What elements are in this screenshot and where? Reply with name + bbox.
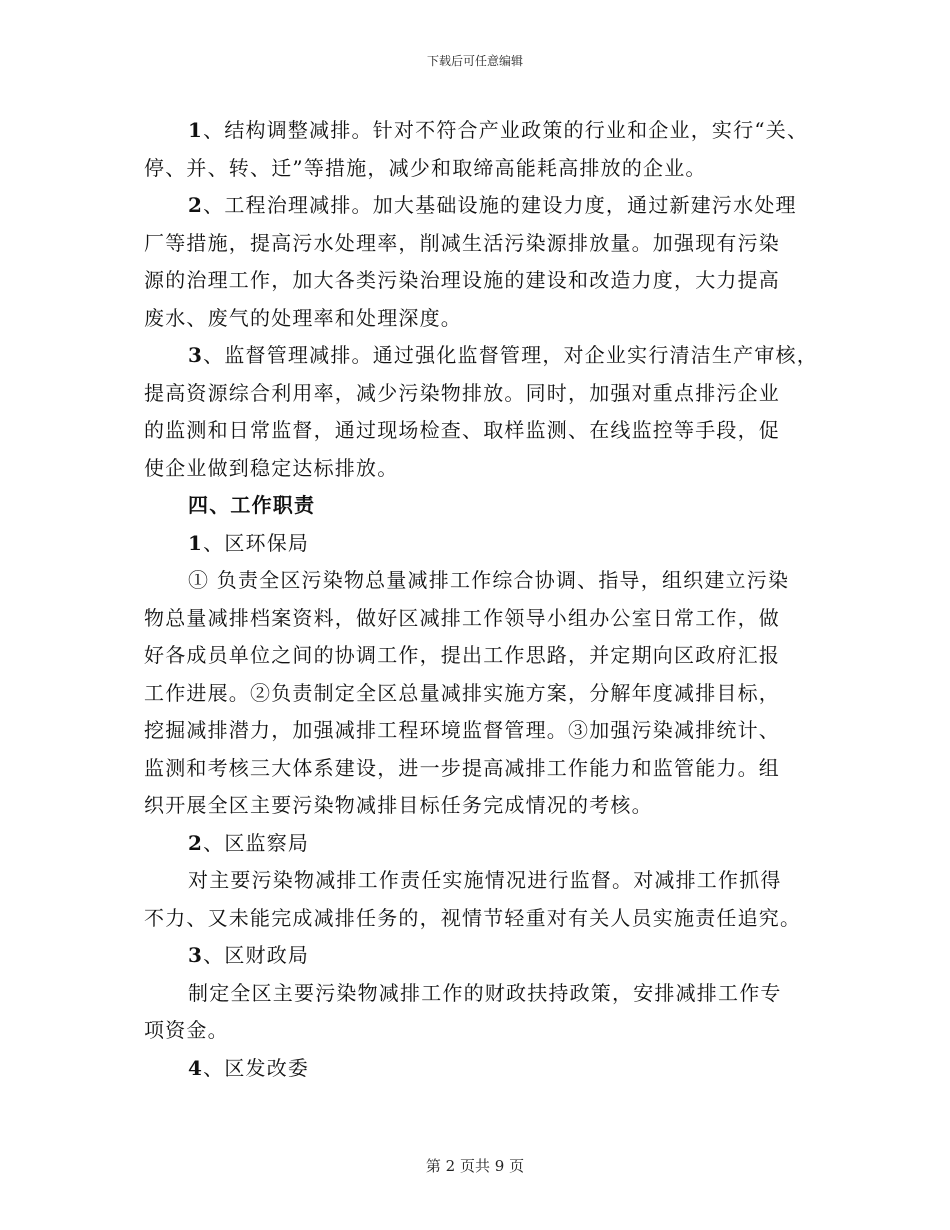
paragraph-line [144,412,834,450]
paragraph-line [144,1050,834,1088]
line-text: 、工程治理减排。加大基础设施的建设力度，通过新建污水处理 [203,193,797,217]
line-text: 废水、废气的处理率和处理深度。 [144,305,462,330]
paragraph-line [144,975,834,1013]
line-text: 好各成员单位之间的协调工作，提出工作思路，并定期向区政府汇报 [144,643,780,667]
line-text: 工作进展。②负责制定全区总量减排实施方案，分解年度减排目标， [144,680,780,705]
paragraph-line [144,937,834,975]
page-header: 下载后可任意编辑 [426,54,523,68]
item-number: 3 [188,943,204,967]
line-text: 挖掘减排潜力，加强减排工程环境监督管理。③加强污染减排统计、 [144,718,780,742]
paragraph-line [144,825,834,863]
line-text: ① 负责全区污染物总量减排工作综合协调、指导，组织建立污染 [188,568,790,592]
line-text: 织开展全区主要污染物减排目标任务完成情况的考核。 [144,793,653,817]
paragraph-line [144,112,834,150]
line-text: 厂等措施，提高污水处理率，削减生活污染源排放量。加强现有污染 [144,230,780,255]
line-text: 的监测和日常监督，通过现场检查、取样监测、在线监控等手段，促 [144,418,780,442]
paragraph-line [144,675,834,713]
line-text: 提高资源综合利用率，减少污染物排放。同时，加强对重点排污企业 [144,380,780,405]
line-text: 、区监察局 [203,830,310,855]
paragraph-line [144,1012,834,1050]
paragraph-line [144,262,834,300]
line-text: 制定全区主要污染物减排工作的财政扶持政策，安排减排工作专 [188,980,782,1005]
line-text: 物总量减排档案资料，做好区减排工作领导小组办公室日常工作，做 [144,605,780,630]
line-text: 、区发改委 [203,1055,310,1080]
item-number: 3 [188,343,204,367]
paragraph-line [144,450,834,488]
line-text: 不力、又未能完成减排任务的，视情节轻重对有关人员实施责任追究。 [144,905,802,930]
line-text: 对主要污染物减排工作责任实施情况进行监督。对减排工作抓得 [188,868,782,892]
item-number: 1 [188,118,204,142]
page-footer: 第 2 页共 9 页 [425,1157,525,1175]
line-text: 源的治理工作，加大各类污染治理设施的建设和改造力度，大力提高 [144,268,780,292]
line-text: 、区财政局 [203,943,310,967]
item-number: 1 [188,530,204,555]
paragraph-line [144,300,834,338]
paragraph-line [144,225,834,263]
paragraph-line [144,750,834,788]
section-heading [144,487,834,525]
line-text: 、监督管理减排。通过强化监督管理，对企业实行清洁生产审核， [203,343,818,367]
paragraph-line [144,337,834,375]
item-number: 4 [188,1055,204,1080]
paragraph-line [144,150,834,188]
paragraph-line [144,562,834,600]
paragraph-line [144,862,834,900]
paragraph-line [144,187,834,225]
item-number: 2 [188,830,204,855]
line-text: 停、并、转、迁”等措施，减少和取缔高能耗高排放的企业。 [144,155,707,180]
paragraph-line [144,712,834,750]
document-body [144,112,834,1087]
line-text: 、区环保局 [203,530,310,555]
line-text: 使企业做到稳定达标排放。 [144,455,399,480]
paragraph-line [144,637,834,675]
line-text: 项资金。 [144,1018,229,1042]
paragraph-line [144,375,834,413]
item-number: 2 [188,193,204,217]
line-text: 四、工作职责 [188,493,316,517]
line-text: 、结构调整减排。针对不符合产业政策的行业和企业，实行“关、 [203,118,809,142]
line-text: 监测和考核三大体系建设，进一步提高减排工作能力和监管能力。组 [144,755,780,780]
paragraph-line [144,900,834,938]
paragraph-line [144,525,834,563]
paragraph-line [144,787,834,825]
paragraph-line [144,600,834,638]
